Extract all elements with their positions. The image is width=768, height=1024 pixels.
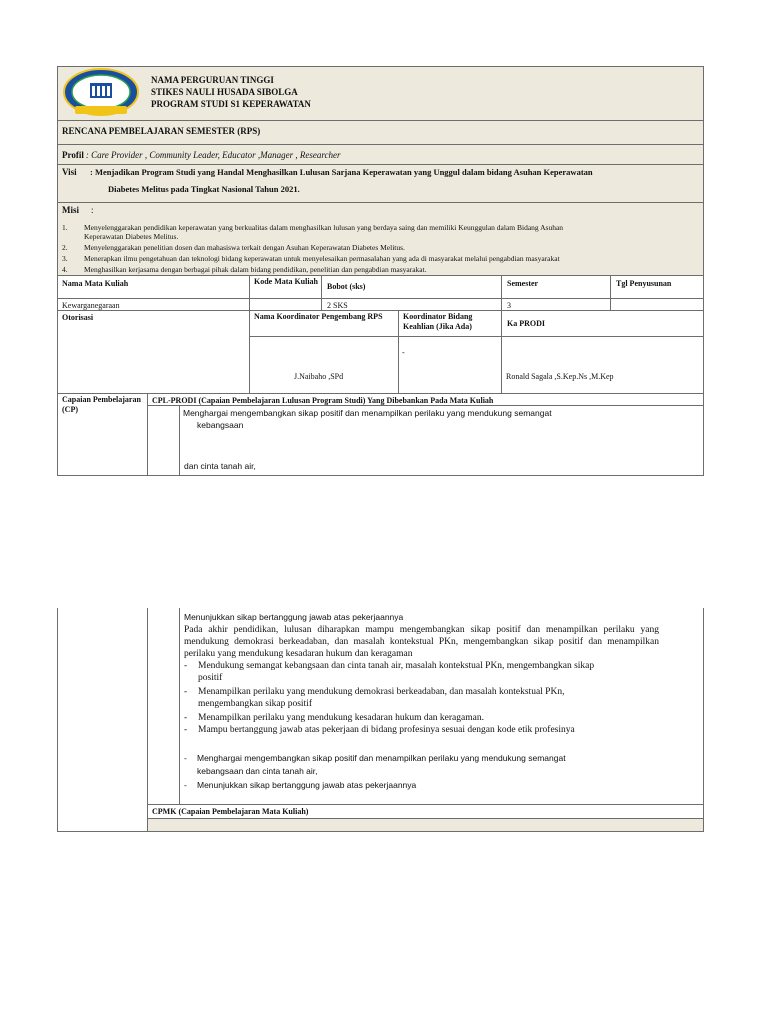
misi-colon: :	[91, 205, 94, 215]
otorisasi-label: Otorisasi	[62, 313, 94, 322]
bullet-mark: -	[184, 725, 188, 735]
bullet-mark: -	[184, 687, 188, 697]
bullet-item-cont: positif	[198, 673, 223, 683]
kaprodi-name: Ronald Sagala ,S.Kep.Ns ,M.Kep	[506, 372, 614, 381]
bullet-item-cont: kebangsaan dan cinta tanah air,	[197, 766, 318, 776]
misi-item: Menghasilkan kerjasama dengan berbagai pihak dalam bidang pendidikan, penelitian dan pengabdian masyarakat.	[84, 265, 427, 274]
visi-label: Visi	[62, 167, 77, 177]
bullet-item: Menampilkan perilaku yang mendukung demokrasi berkeadaban, dan masalah kontekstual PKn,	[198, 687, 565, 697]
semester-value: 3	[507, 301, 511, 310]
cpmk-header: CPMK (Capaian Pembelajaran Mata Kuliah)	[152, 807, 309, 816]
profil-row	[62, 150, 341, 161]
misi-item-num: 3.	[62, 254, 68, 263]
course-code-header: Kode Mata Kuliah	[254, 277, 319, 286]
college-logo	[63, 68, 139, 118]
bullet-item: Mampu bertanggung jawab atas pekerjaan di bidang profesinya sesuai dengan kode etik profesinya	[198, 725, 575, 735]
coordinator-header: Nama Koordinator Pengembang RPS	[254, 312, 383, 321]
misi-item: Menyelenggarakan pendidikan keperawatan yang berkualitas dalam menghasilkan lulusan yang berdaya saing dan memiliki Keunggulan dalam Bidang Asuhan	[84, 223, 564, 232]
cpl-item-line-2: kebangsaan	[197, 420, 244, 430]
institution-name: STIKES NAULI HUSADA SIBOLGA	[151, 87, 298, 97]
bullet-item: Menghargai mengembangkan sikap positif dan menampilkan perilaku yang mendukung semangat	[197, 753, 566, 763]
bullet-item: Mendukung semangat kebangsaan dan cinta tanah air, masalah kontekstual PKn, mengembangkan sikap	[198, 661, 595, 671]
bidang-name: -	[402, 348, 405, 357]
bidang-header: Koordinator Bidang Keahlian (Jika Ada)	[403, 312, 473, 331]
misi-item: Menerapkan ilmu pengetahuan dan teknologi bidang keperawatan untuk menyelesaikan permasalahan yang ada di masyarakat melalui pengabdian masyarakat	[84, 254, 560, 263]
course-name-value: Kewarganegaraan	[62, 301, 120, 310]
bullet-mark: -	[184, 753, 187, 763]
bullet-item: Menampilkan perilaku yang mendukung kesadaran hukum dan keragaman.	[198, 713, 484, 723]
misi-item-num: 2.	[62, 243, 68, 252]
visi-line-2: Diabetes Melitus pada Tingkat Nasional Tahun 2021.	[108, 184, 300, 194]
bobot-header: Bobot (sks)	[327, 282, 366, 291]
misi-label: Misi	[62, 205, 79, 215]
date-header: Tgl Penyusunan	[616, 279, 672, 288]
program-name: PROGRAM STUDI S1 KEPERAWATAN	[151, 99, 311, 109]
cpl-item-line-1: Menghargai mengembangkan sikap positif dan menampilkan perilaku yang mendukung semangat	[183, 408, 552, 418]
bullet-item: Menunjukkan sikap bertanggung jawab atas pekerjaannya	[197, 780, 417, 790]
course-name-header: Nama Mata Kuliah	[62, 279, 129, 288]
bullet-mark: -	[184, 713, 188, 723]
page2-paragraph: Pada akhir pendidikan, lulusan diharapkan mampu mengembangkan sikap positif dan menampilkan perilaku yang mendukung demokrasi berkeadaban, dan masalah kontekstual PKn, mengembangkan sikap positif dan menampilkan perilaku yang mendukung kesadaran hukum dan keragaman	[184, 625, 659, 659]
kaprodi-header: Ka PRODI	[507, 319, 545, 328]
misi-item-num: 1.	[62, 223, 68, 232]
capaian-label: Capaian Pembelajaran (CP)	[62, 395, 141, 414]
bobot-value: 2 SKS	[327, 301, 348, 310]
misi-item: Menyelenggarakan penelitian dosen dan mahasiswa terkait dengan Asuhan Keperawatan Diabetes Melitus.	[84, 243, 405, 252]
bullet-mark: -	[184, 780, 187, 790]
bullet-item-cont: mengembangkan sikap positif	[198, 699, 312, 709]
misi-item-num: 4.	[62, 265, 68, 274]
profil-label: Profil	[62, 150, 84, 160]
cpl-item-continued: dan cinta tanah air,	[184, 461, 256, 471]
semester-header: Semester	[507, 279, 539, 288]
visi-line-1: : Menjadikan Program Studi yang Handal Menghasilkan Lulusan Sarjana Keperawatan yang Unggul dalam bidang Asuhan Keperawatan	[90, 167, 593, 177]
cpl-header: CPL-PRODI (Capaian Pembelajaran Lulusan Program Studi) Yang Dibebankan Pada Mata Kuliah	[152, 396, 494, 405]
institution-label: NAMA PERGURUAN TINGGI	[151, 75, 274, 85]
misi-item-cont: Keperawatan Diabetes Melitus.	[84, 232, 179, 241]
document-title: RENCANA PEMBELAJARAN SEMESTER (RPS)	[62, 126, 261, 136]
coordinator-name: J.Naibaho ,SPd	[294, 372, 344, 381]
page2-intro: Menunjukkan sikap bertanggung jawab atas pekerjaannya	[184, 612, 404, 622]
profil-value: : Care Provider , Community Leader, Educator ,Manager , Researcher	[85, 150, 341, 160]
bullet-mark: -	[184, 661, 188, 671]
